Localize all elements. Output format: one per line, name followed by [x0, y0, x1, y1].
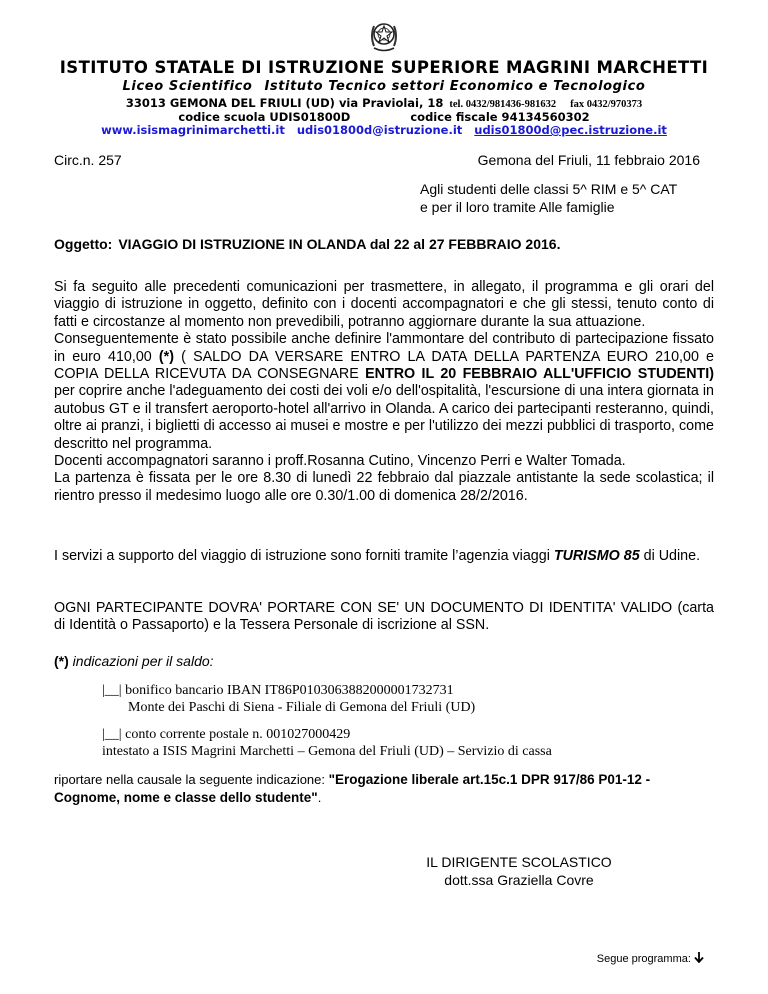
payment-causale — [54, 771, 714, 807]
school-phone: tel. 0432/981436-981632 — [449, 99, 557, 110]
contribution-text-a: Conseguentemente è stato possibile anche definire l'ammontare del contributo di partecipazione fissato in euro 410,00 — [54, 331, 714, 365]
school-codes — [0, 110, 768, 124]
contribution-asterisk: (*) — [158, 348, 175, 365]
school-fax: fax 0432/970373 — [570, 99, 643, 110]
continue-note — [597, 952, 704, 965]
agency-text-a: I servizi a supporto del viaggio di istruzione sono forniti tramite l’agenzia viaggi — [54, 548, 554, 564]
school-name: ISTITUTO STATALE DI ISTRUZIONE SUPERIORE MAGRINI MARCHETTI — [59, 58, 709, 77]
agency-text-b: di Udine. — [639, 548, 701, 564]
subtitle-liceo: Liceo Scientifico — [122, 79, 253, 94]
body-main — [54, 279, 714, 505]
signature-title: IL DIRIGENTE SCOLASTICO — [426, 854, 612, 870]
arrow-down-icon — [694, 953, 704, 965]
subject-label: Oggetto: — [54, 236, 113, 252]
subject-text: VIAGGIO DI ISTRUZIONE IN OLANDA dal 22 al 27 FEBBRAIO 2016. — [118, 236, 561, 252]
school-address-line — [0, 96, 768, 110]
school-code: codice scuola UDIS01800D — [178, 110, 351, 124]
pec-link[interactable]: udis01800d@pec.istruzione.it — [474, 123, 667, 137]
body-paragraph-agency — [54, 548, 714, 565]
subtitle-istituto-tecnico: Istituto Tecnico settori Economico e Tecnologico — [264, 79, 646, 94]
website-link[interactable]: www.isismagrinimarchetti.it — [101, 123, 285, 137]
saldo-label: indicazioni per il saldo: — [72, 653, 214, 669]
bank-iban: |__| bonifico bancario IBAN IT86P0103063882000001732731 — [102, 683, 454, 698]
causale-suffix: . — [317, 790, 322, 805]
body-paragraph-teachers: Docenti accompagnatori saranno i proff.Rosanna Cutino, Vincenzo Perri e Walter Tomada. — [54, 453, 626, 470]
contribution-deadline: ENTRO IL 20 FEBBRAIO ALL'UFFICIO STUDENTI) — [365, 366, 715, 383]
letter-date: Gemona del Friuli, 11 febbraio 2016 — [477, 152, 700, 168]
causale-prefix: riportare nella causale la seguente indicazione: — [54, 772, 329, 787]
payment-option-bank — [102, 682, 475, 716]
signature-name: dott.ssa Graziella Covre — [444, 872, 594, 888]
school-subtitle — [0, 79, 768, 94]
signature-block — [414, 853, 624, 889]
email-link[interactable]: udis01800d@istruzione.it — [296, 123, 463, 137]
school-address: 33013 GEMONA DEL FRIULI (UD) via Praviolai, 18 — [125, 96, 444, 110]
causale-text: "Erogazione liberale art.15c.1 DPR 917/86 P01-12 - Cognome, nome e classe dello studente" — [54, 772, 651, 805]
postal-holder: intestato a ISIS Magrini Marchetti – Gemona del Friuli (UD) – Servizio di cassa — [102, 744, 552, 759]
fiscal-code: codice fiscale 94134560302 — [410, 110, 590, 124]
body-paragraph-contribution — [54, 331, 714, 453]
subject-line — [54, 236, 560, 252]
saldo-asterisk: (*) — [54, 653, 69, 669]
continue-text: Segue programma: — [596, 953, 691, 965]
postal-account: |__| conto corrente postale n. 001027000429 — [102, 727, 351, 742]
bank-name: Monte dei Paschi di Siena - Filiale di Gemona del Friuli (UD) — [128, 700, 476, 715]
contribution-text-b: ( SALDO DA VERSARE ENTRO LA DATA DELLA PARTENZA EURO 210,00 e COPIA DELLA RICEVUTA DA CONSEGNARE — [54, 348, 715, 383]
agency-name: TURISMO 85 — [553, 548, 640, 564]
contribution-text-c: per coprire anche l'adeguamento dei costi dei voli e/o dell'ospitalità, l'escursione di una intera giornata in autobus GT e il transfert aeroporto-hotel all'arrivo in Olanda. A carico dei partecipanti resteranno, quindi, oltre ai pranzi, i biglietti di accesso ai musei e mostre e per l'utilizzo dei mezzi pubblici di trasporto, come descritto nel programma. — [54, 383, 714, 452]
payment-option-postal — [102, 726, 552, 760]
body-paragraph-intro: Si fa seguito alle precedenti comunicazioni per trasmettere, in allegato, il programma e gli orari del viaggio di istruzione in oggetto, definito con i docenti accompagnatori e che gli stessi, tenuto conto di fatti e circostanze al momento non prevedibili, potranno aggiornare durante la sua attuazione. — [54, 279, 714, 330]
recipients-line-2: e per il loro tramite Alle famiglie — [420, 199, 615, 215]
circular-number: Circ.n. 257 — [54, 152, 122, 168]
italian-republic-emblem-icon — [368, 16, 400, 54]
school-links — [0, 123, 768, 137]
recipients-line-1: Agli studenti delle classi 5^ RIM e 5^ CAT — [420, 181, 678, 197]
saldo-heading — [54, 653, 214, 669]
body-paragraph-documents: OGNI PARTECIPANTE DOVRA' PORTARE CON SE' UN DOCUMENTO DI IDENTITA' VALIDO (carta di Identità o Passaporto) e la Tessera Personale di iscrizione al SSN. — [54, 600, 714, 634]
body-paragraph-departure: La partenza è fissata per le ore 8.30 di lunedì 22 febbraio dal piazzale antistante la sede scolastica; il rientro presso il medesimo luogo alle ore 0.30/1.00 di domenica 28/2/2016. — [54, 470, 714, 504]
recipients — [420, 180, 677, 216]
